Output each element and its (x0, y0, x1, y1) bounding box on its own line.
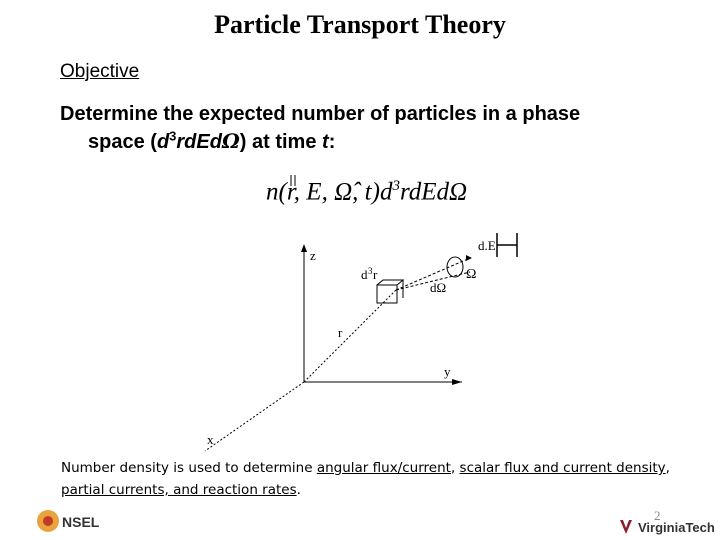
statement-sup: 3 (169, 128, 177, 144)
x-axis (205, 382, 304, 451)
note-end: . (296, 482, 301, 498)
statement-t: t (322, 131, 329, 153)
eq-omega-hat: Ω̂ (334, 178, 353, 206)
statement-suffix: ) at time (239, 131, 323, 153)
nsel-logo (34, 507, 116, 535)
virginia-tech-logo-mark (618, 518, 634, 536)
volume-element-top (377, 280, 403, 285)
eq-energy: , E, (293, 178, 335, 206)
nsel-logo-core (43, 516, 53, 526)
solid-angle-label: dΩ (430, 280, 447, 295)
note-intro: Number density is used to determine (61, 460, 317, 476)
partial-currents-link[interactable]: partial currents, and reaction rates (61, 482, 297, 498)
statement-colon: : (328, 131, 336, 153)
statement-omega: Ω (221, 129, 240, 153)
x-axis-label: x (207, 432, 214, 447)
volume-element-label-sup: 3 (368, 266, 373, 276)
z-axis-label: z (310, 248, 316, 263)
direction-arrowhead (466, 255, 472, 261)
solid-angle-ellipse (447, 257, 463, 277)
note-sep-2: , (665, 460, 670, 476)
vt-logo-icon (620, 520, 632, 534)
y-arrowhead (452, 379, 462, 385)
scalar-flux-link[interactable]: scalar flux and current density (459, 460, 666, 476)
position-vector (304, 290, 396, 382)
y-axis-label: y (444, 364, 451, 379)
statement-rded: rdEd (176, 131, 222, 153)
angular-flux-link[interactable]: angular flux/current (316, 460, 451, 476)
z-arrowhead (301, 244, 307, 252)
eq-time: , t)d (352, 178, 393, 206)
position-vector-label: r (338, 325, 343, 340)
slide-title: Particle Transport Theory (214, 10, 506, 39)
direction-label: Ω (466, 267, 477, 282)
objective-heading: Objective (60, 61, 140, 82)
volume-element-label-d: d (361, 267, 368, 282)
energy-interval-label: d.E (478, 238, 496, 253)
nsel-logo-text: NSEL (62, 514, 100, 530)
number-density-note (61, 457, 671, 501)
page-number: 2 (654, 508, 661, 523)
note-sep-1: , (450, 460, 460, 476)
statement-d: d (156, 131, 170, 153)
eq-n: n( (266, 178, 287, 206)
statement-prefix: space ( (88, 131, 157, 153)
virginia-tech-logo-text: VirginiaTech (638, 520, 715, 535)
statement-line-1: Determine the expected number of particles in a phase (60, 103, 581, 125)
volume-element-label-r: r (373, 267, 378, 282)
eq-differentials: rdEdΩ (399, 178, 468, 206)
eq-r: r (286, 178, 294, 206)
volume-element (377, 285, 397, 303)
eq-sup: 3 (392, 178, 400, 194)
